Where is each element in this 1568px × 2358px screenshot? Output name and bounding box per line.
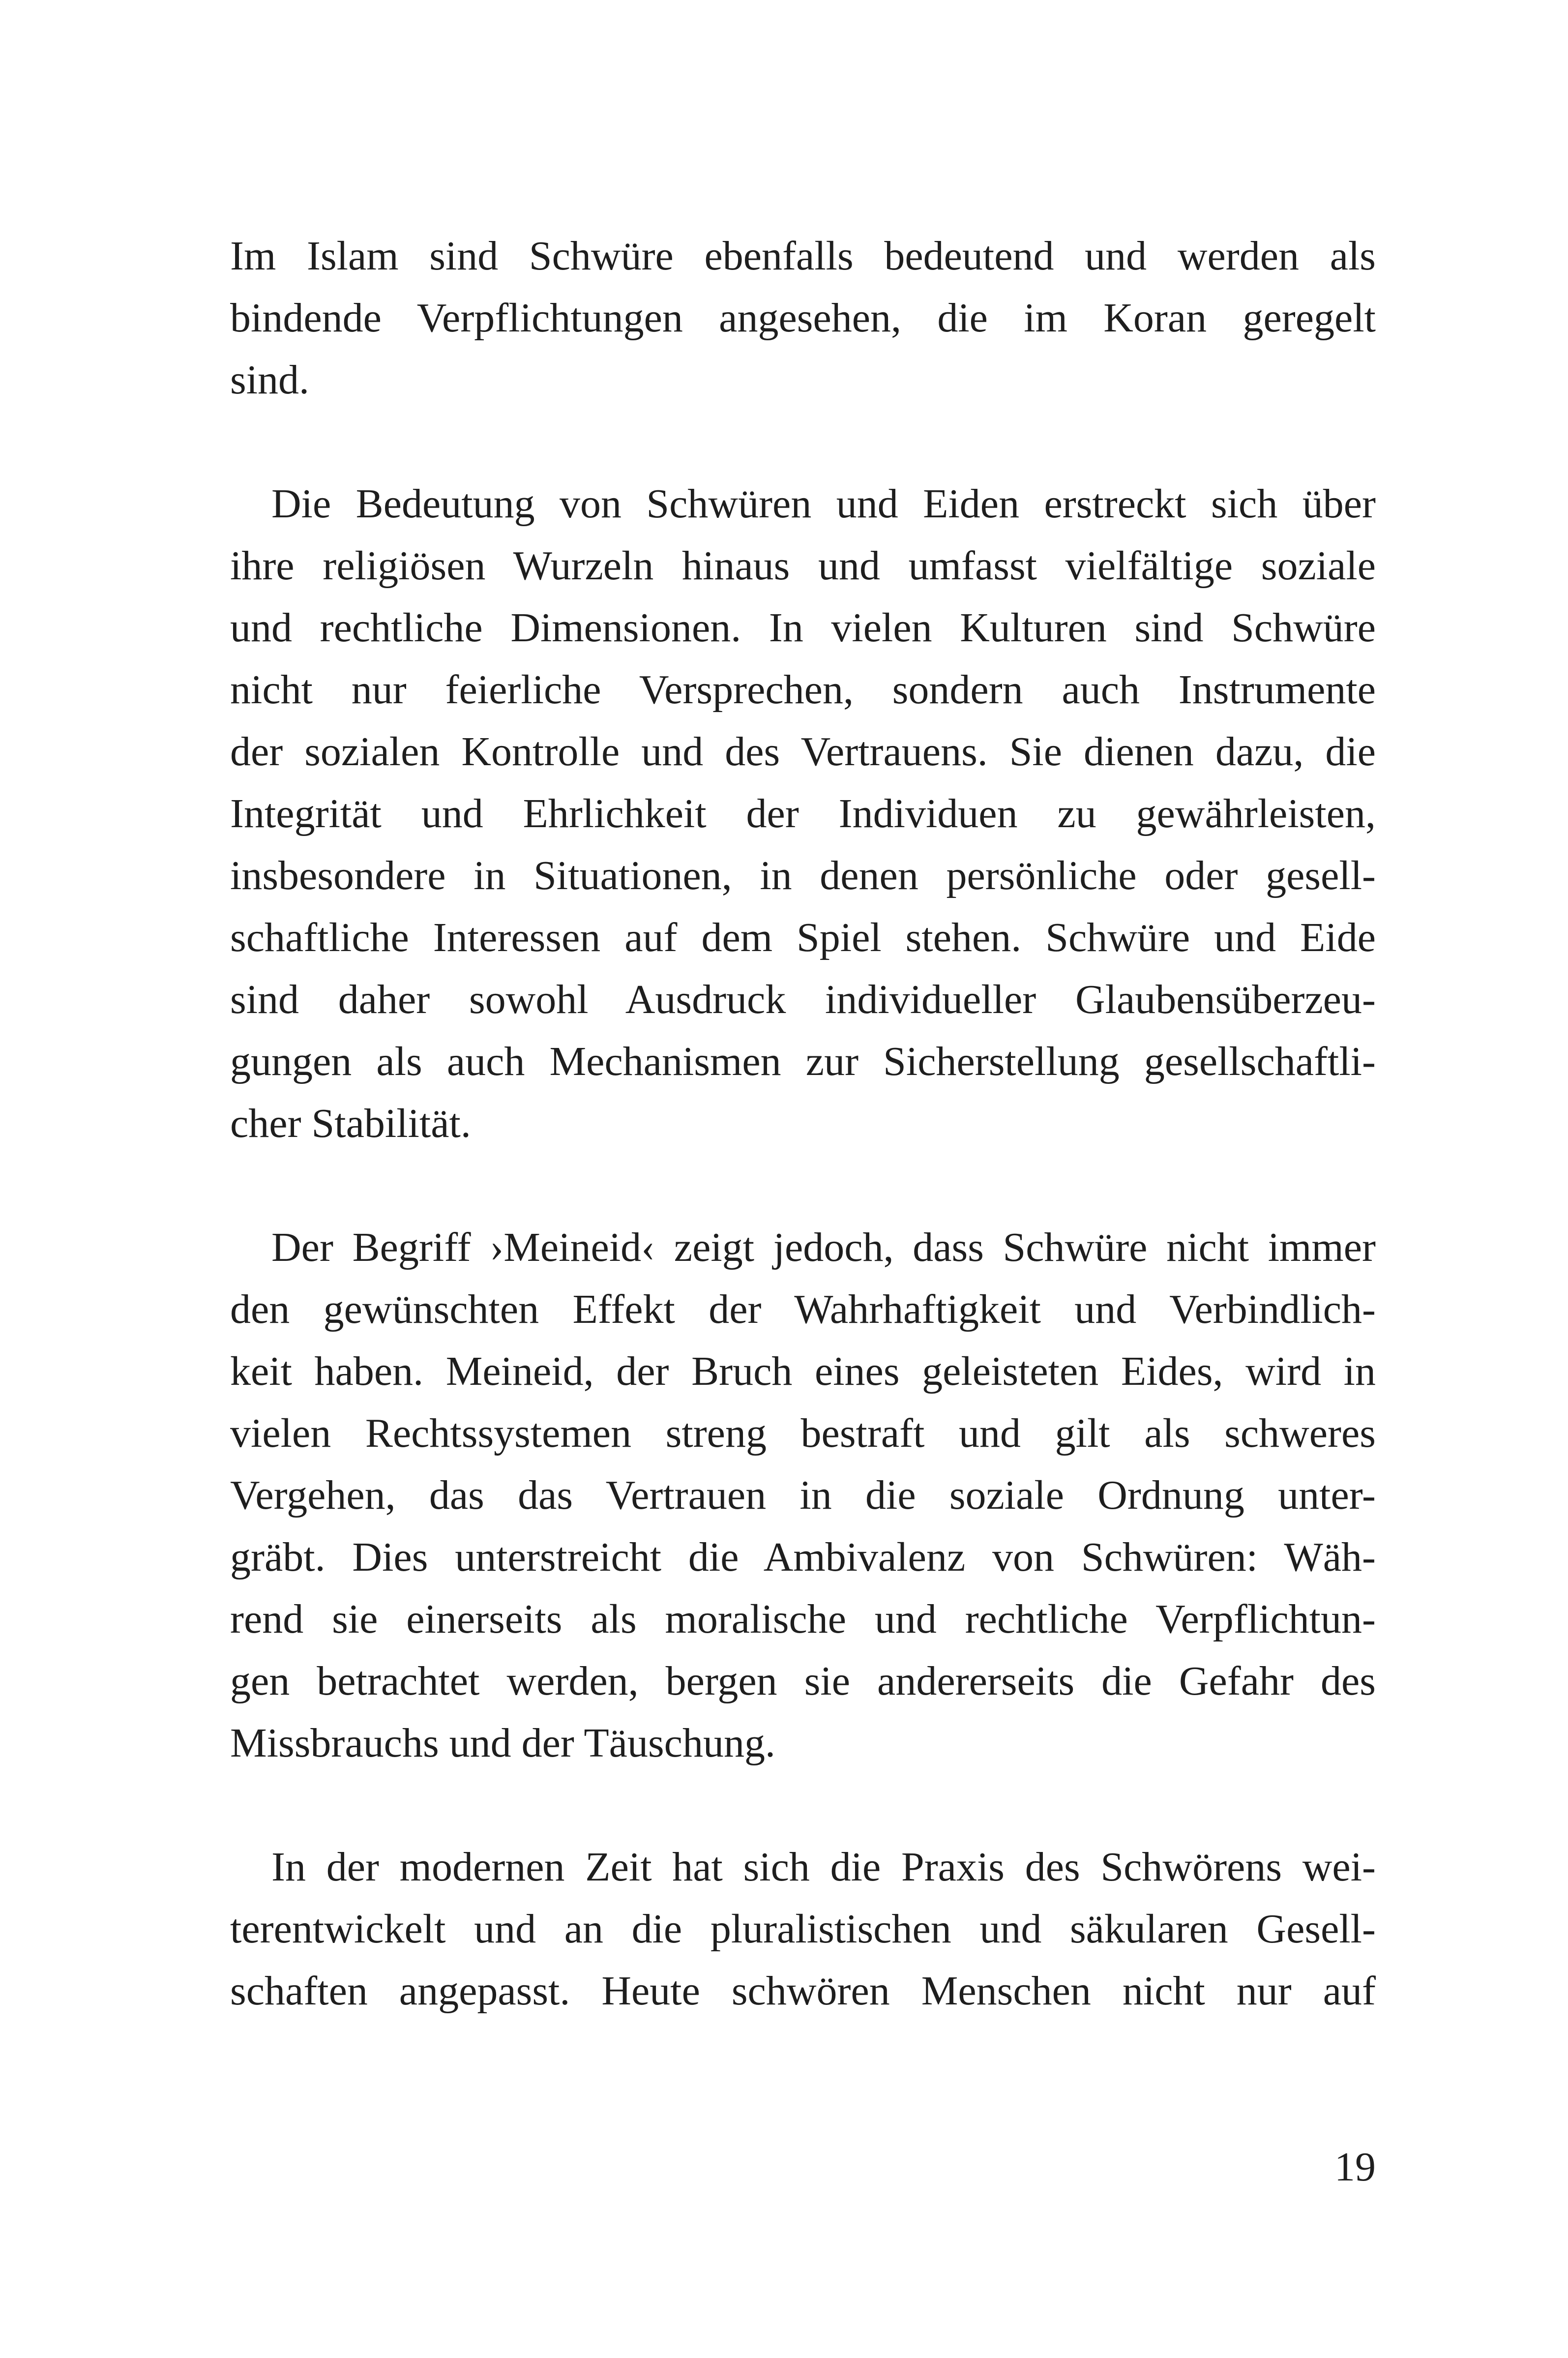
text-line: sind.: [230, 357, 310, 403]
text-line: cher Stabilität.: [230, 1101, 471, 1146]
text-line: gungen als auch Mechanismen zur Sicherstellung gesellschaftli-: [230, 1039, 1376, 1084]
text-line: Integrität und Ehrlichkeit der Individuen zu gewährleisten,: [230, 791, 1376, 836]
text-line: rend sie einerseits als moralische und rechtliche Verpflichtun-: [230, 1596, 1376, 1642]
text-line: keit haben. Meineid, der Bruch eines geleisteten Eides, wird in: [230, 1348, 1376, 1394]
text-line: ihre religiösen Wurzeln hinaus und umfasst vielfältige soziale: [230, 543, 1376, 589]
text-line: In der modernen Zeit hat sich die Praxis des Schwörens wei-: [230, 1844, 1376, 1890]
text-line: gräbt. Dies unterstreicht die Ambivalenz von Schwüren: Wäh-: [230, 1534, 1376, 1580]
text-line: nicht nur feierliche Versprechen, sondern auch Instrumente: [230, 667, 1376, 713]
text-line: schaftliche Interessen auf dem Spiel stehen. Schwüre und Eide: [230, 915, 1376, 960]
text-line: Im Islam sind Schwüre ebenfalls bedeutend und werden als: [230, 233, 1376, 279]
text-line: sind daher sowohl Ausdruck individueller Glaubensüberzeu-: [230, 977, 1376, 1022]
text-line: terentwickelt und an die pluralistischen und säkularen Gesell-: [230, 1906, 1376, 1952]
text-line: Die Bedeutung von Schwüren und Eiden erstreckt sich über: [230, 481, 1376, 527]
text-line: vielen Rechtssystemen streng bestraft und gilt als schweres: [230, 1410, 1376, 1456]
text-line: gen betrachtet werden, bergen sie andererseits die Gefahr des: [230, 1658, 1376, 1704]
text-line: bindende Verpflichtungen angesehen, die im Koran geregelt: [230, 295, 1376, 341]
text-line: insbesondere in Situationen, in denen persönliche oder gesell-: [230, 853, 1376, 898]
text-line: den gewünschten Effekt der Wahrhaftigkeit und Verbindlich-: [230, 1286, 1376, 1332]
text-line: der sozialen Kontrolle und des Vertrauens. Sie dienen dazu, die: [230, 729, 1376, 775]
text-line: schaften angepasst. Heute schwören Menschen nicht nur auf: [230, 1968, 1376, 2014]
text-line: und rechtliche Dimensionen. In vielen Kulturen sind Schwüre: [230, 605, 1376, 651]
text-line: Missbrauchs und der Täuschung.: [230, 1720, 775, 1766]
text-line: Der Begriff ›Meineid‹ zeigt jedoch, dass Schwüre nicht immer: [230, 1224, 1376, 1270]
page-number: 19: [1334, 2144, 1376, 2190]
text-line: Vergehen, das das Vertrauen in die soziale Ordnung unter-: [230, 1472, 1376, 1518]
